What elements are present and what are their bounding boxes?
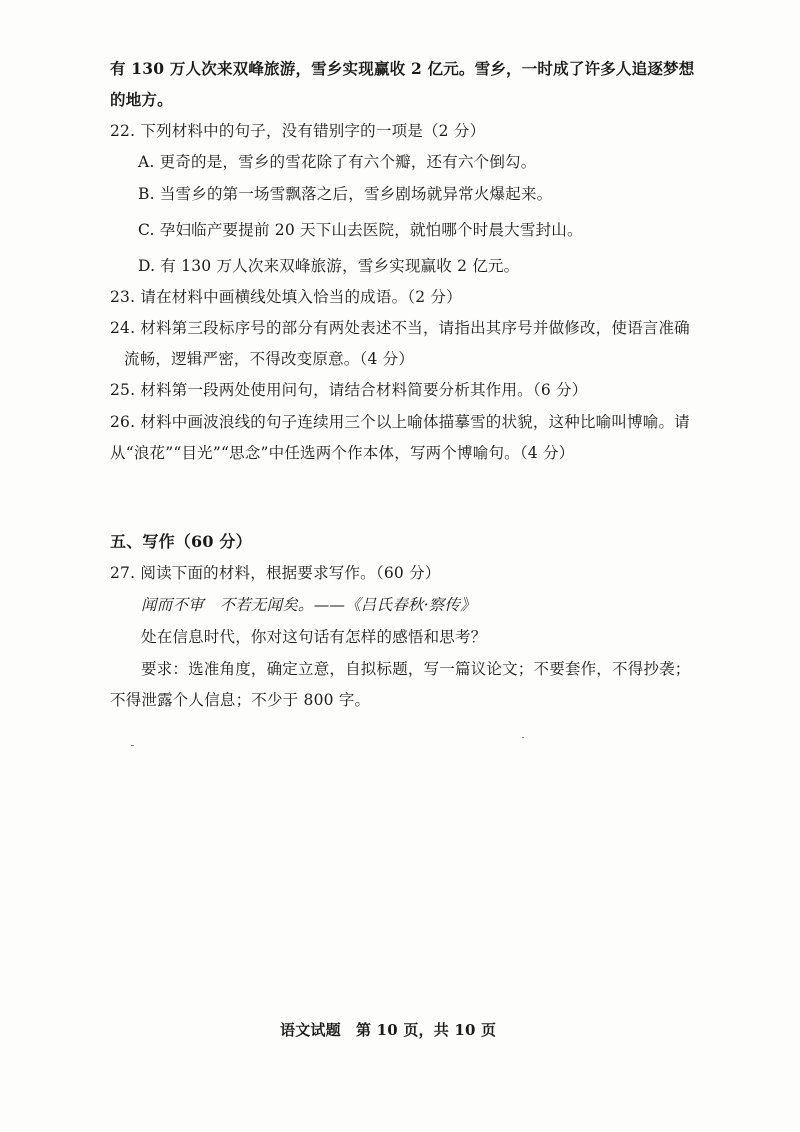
- q27-quote: 闻而不审 不若无闻矣。——《吕氏春秋·察传》: [141, 596, 476, 614]
- requirements-line1: 要求：选准角度，确定立意，自拟标题，写一篇议论文；不要套作，不得抄袭；: [141, 660, 691, 678]
- page-footer: 语文试题 第 10 页，共 10 页: [280, 1021, 497, 1039]
- writing-heading: 五、写作（60 分）: [110, 532, 252, 551]
- q27-stem: 27. 阅读下面的材料，根据要求写作。（60 分）: [110, 564, 441, 582]
- q24-line1: 24. 材料第三段标序号的部分有两处表述不当，请指出其序号并做修改，使语言准确: [110, 319, 690, 337]
- scan-speck: [131, 745, 134, 746]
- q24-line2: 流畅，逻辑严密，不得改变原意。（4 分）: [124, 350, 415, 368]
- q25: 25. 材料第一段两处使用问句，请结合材料简要分析其作用。（6 分）: [110, 381, 588, 399]
- q27-prompt: 处在信息时代，你对这句话有怎样的感悟和思考？: [141, 628, 487, 646]
- q26-line1: 26. 材料中画波浪线的句子连续用三个以上喻体描摹雪的状貌，这种比喻叫博喻。请: [110, 413, 690, 431]
- q22-option-a: A. 更奇的是，雪乡的雪花除了有六个瓣，还有六个倒勾。: [138, 153, 537, 171]
- material-tail-line2: 的地方。: [110, 90, 173, 109]
- scan-speck: [522, 737, 524, 738]
- material-tail-line1: 有 130 万人次来双峰旅游，雪乡实现赢收 2 亿元。雪乡，一时成了许多人追逐梦想: [110, 59, 695, 78]
- q22-option-c: C. 孕妇临产要提前 20 天下山去医院，就怕哪个时晨大雪封山。: [138, 221, 583, 239]
- q26-line2: 从“浪花”“目光”“思念”中任选两个作本体，写两个博喻句。（4 分）: [110, 444, 575, 462]
- q23: 23. 请在材料中画横线处填入恰当的成语。（2 分）: [110, 288, 462, 306]
- q22-stem: 22. 下列材料中的句子，没有错别字的一项是（2 分）: [110, 122, 486, 140]
- q22-option-d: D. 有 130 万人次来双峰旅游，雪乡实现赢收 2 亿元。: [138, 257, 520, 275]
- q22-option-b: B. 当雪乡的第一场雪飘落之后，雪乡剧场就异常火爆起来。: [138, 185, 553, 203]
- requirements-line2: 不得泄露个人信息；不少于 800 字。: [110, 691, 371, 709]
